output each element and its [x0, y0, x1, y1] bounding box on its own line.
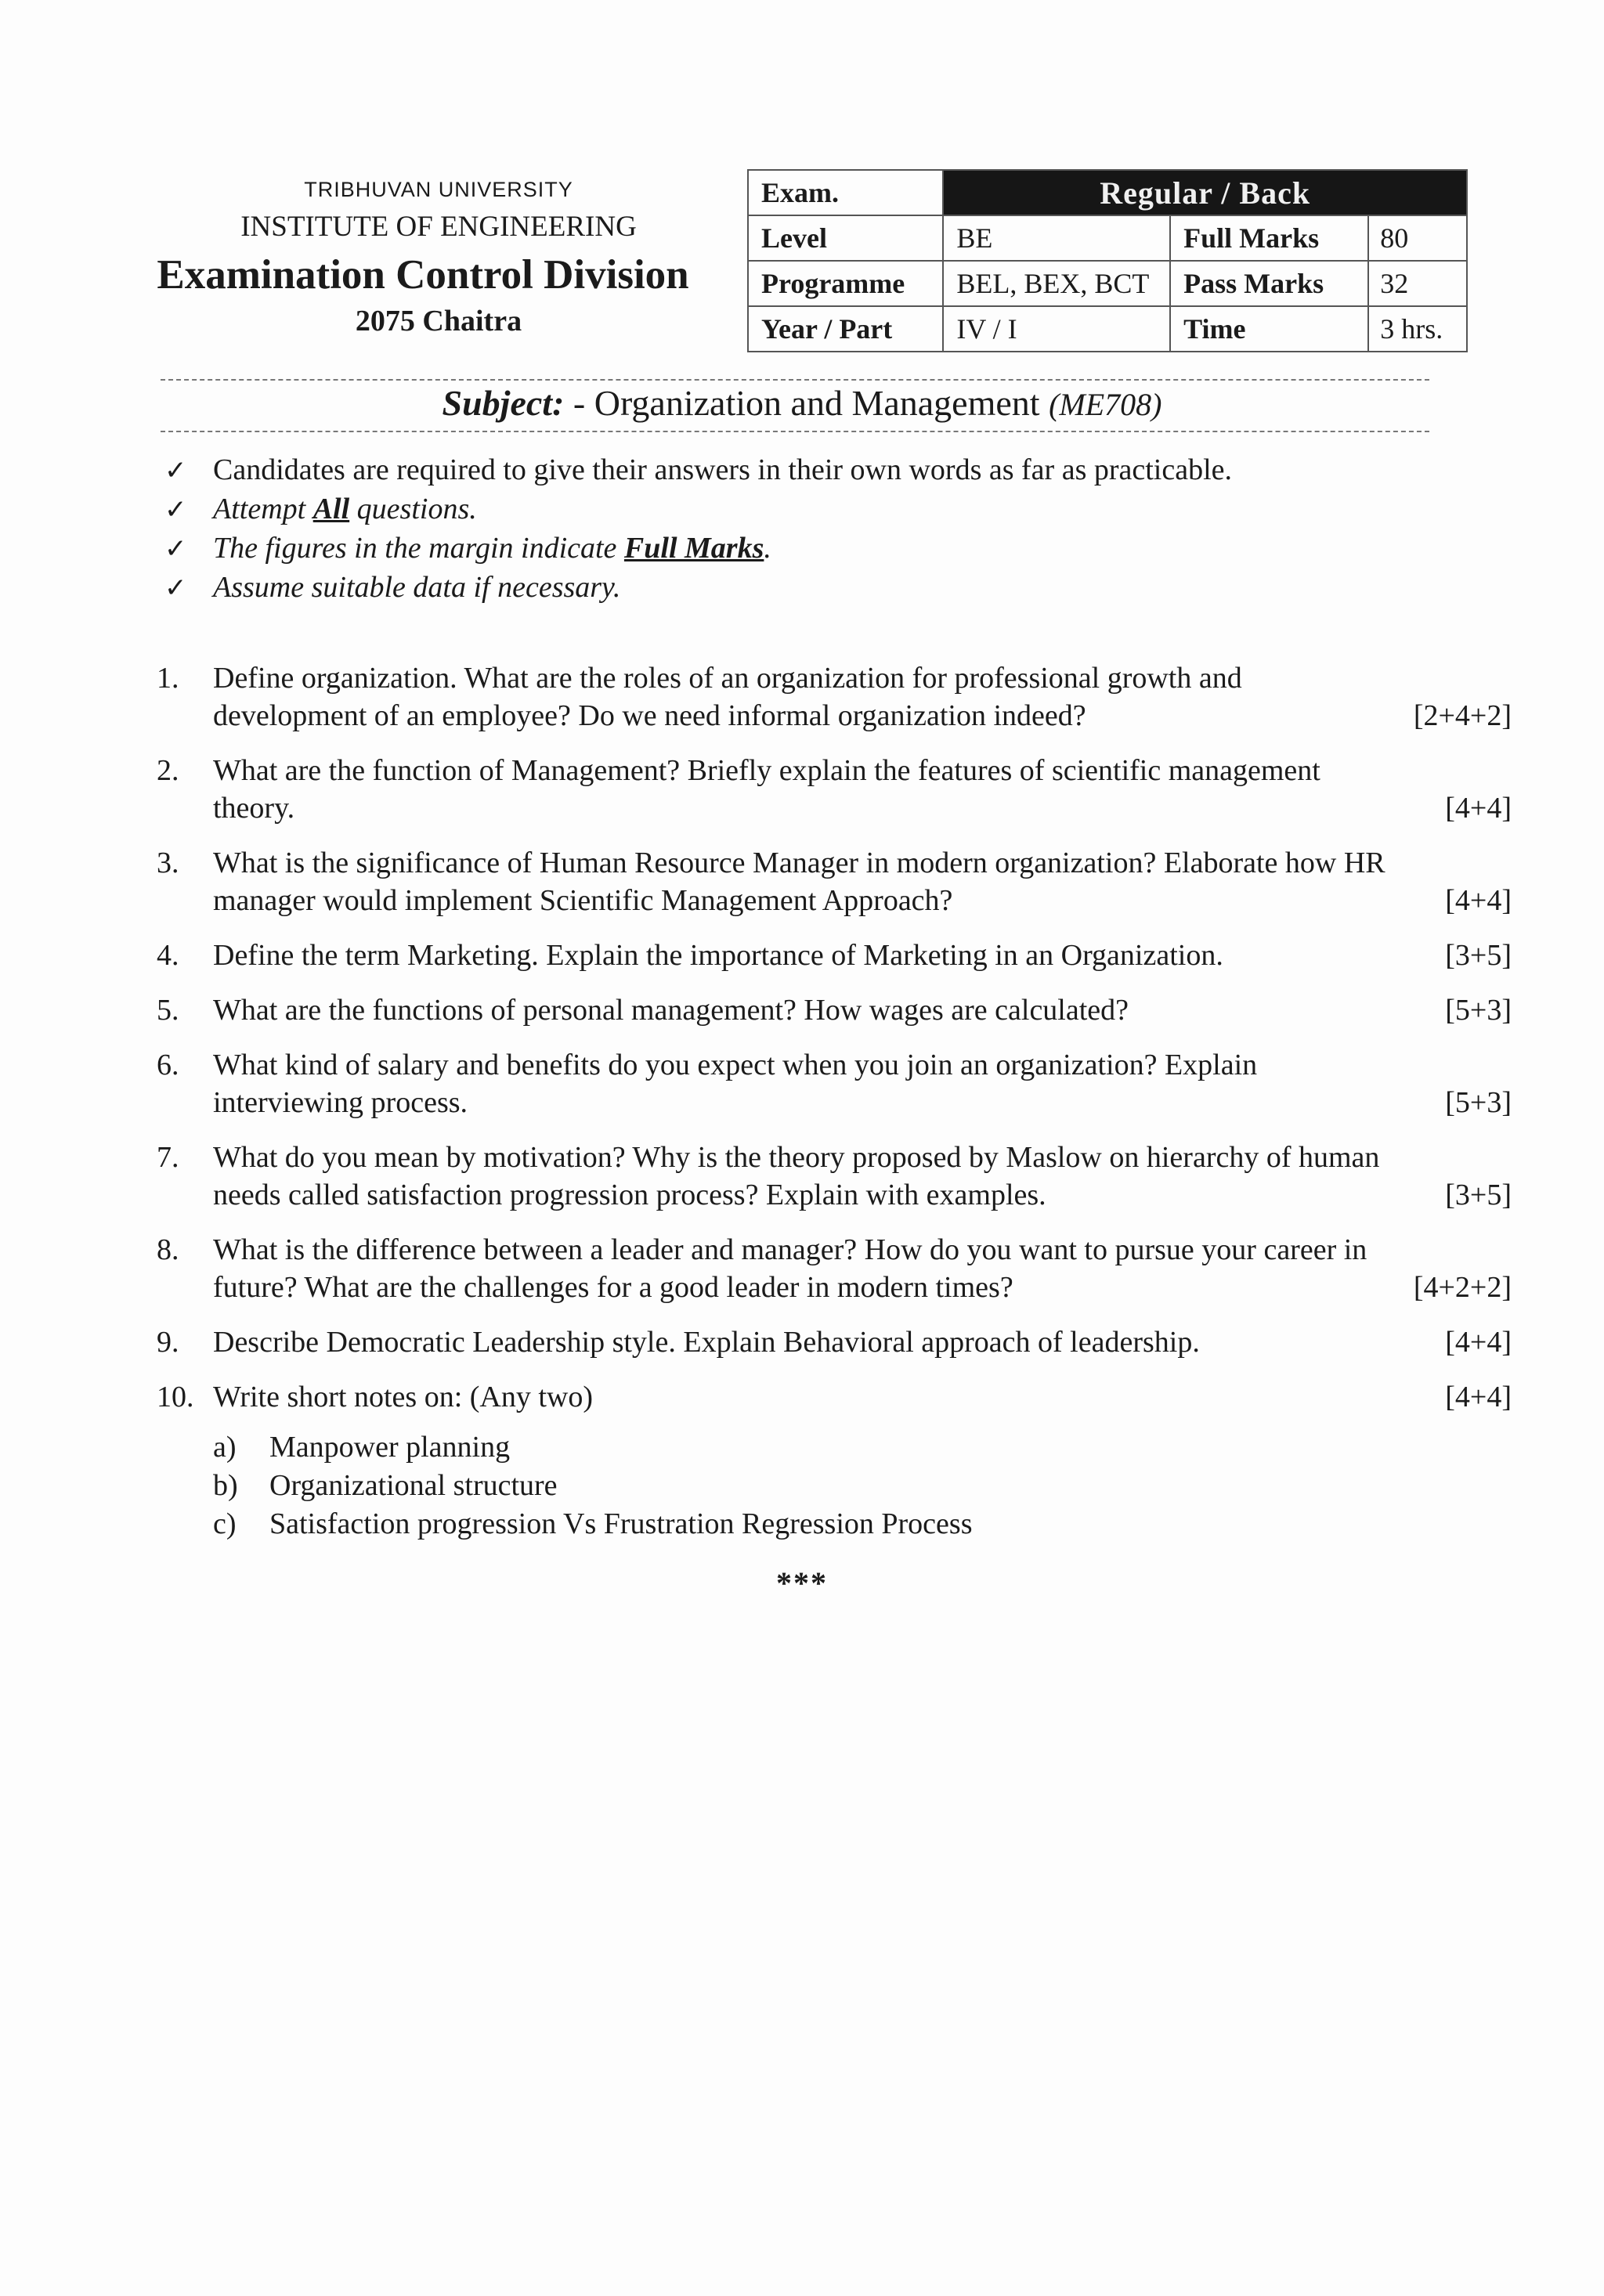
question-item — [157, 1046, 1512, 1121]
question-number: 3. — [157, 847, 179, 879]
check-icon: ✓ — [164, 533, 187, 565]
instruction-text: Attempt — [213, 493, 313, 525]
programme-label: Programme — [748, 261, 943, 306]
exam-label: Exam. — [748, 170, 943, 215]
question-marks: [4+4] — [1445, 884, 1512, 917]
question-item — [157, 937, 1512, 974]
question-item — [157, 1323, 1512, 1361]
list-item — [213, 1505, 1512, 1543]
year-part-value: IV / I — [943, 306, 1170, 352]
question-item — [157, 1139, 1512, 1214]
instruction-item — [164, 529, 1496, 569]
question-number: 2. — [157, 754, 179, 787]
question-marks: [3+5] — [1445, 1179, 1512, 1211]
question-item — [157, 1378, 1512, 1416]
instruction-item — [164, 451, 1496, 490]
short-note-letter: c) — [213, 1507, 237, 1540]
table-row — [748, 261, 1467, 306]
question-number: 6. — [157, 1049, 179, 1081]
question-number: 9. — [157, 1326, 179, 1359]
exam-info-table — [747, 169, 1468, 352]
question-item — [157, 659, 1512, 735]
level-label: Level — [748, 215, 943, 261]
question-marks: [4+2+2] — [1413, 1271, 1512, 1304]
question-text: What do you mean by motivation? Why is the theory proposed by Maslow on hierarchy of human needs called satisfaction progression process? Explain with examples. — [213, 1141, 1380, 1211]
question-list — [157, 659, 1512, 1543]
instruction-emphasis: Full Marks — [623, 532, 764, 565]
question-number: 1. — [157, 662, 179, 695]
subject-label: Subject: — [442, 383, 565, 423]
list-item — [213, 1467, 1512, 1505]
short-note-text: Manpower planning — [269, 1431, 511, 1464]
exam-session: 2075 Chaitra — [355, 305, 522, 338]
time-label: Time — [1170, 306, 1368, 352]
university-name: TRIBHUVAN UNIVERSITY — [304, 178, 573, 201]
question-number: 4. — [157, 939, 179, 972]
question-text: What is the difference between a leader and manager? How do you want to pursue your career in future? What are the challenges for a good leader in modern times? — [213, 1233, 1367, 1304]
question-number: 7. — [157, 1141, 179, 1174]
time-value: 3 hrs. — [1368, 306, 1467, 352]
instruction-text: questions. — [349, 493, 477, 525]
question-marks: [4+4] — [1445, 1381, 1512, 1413]
table-row — [748, 306, 1467, 352]
question-text: Write short notes on: (Any two) — [213, 1381, 594, 1413]
instruction-item — [164, 569, 1496, 608]
short-note-text: Organizational structure — [269, 1469, 558, 1502]
check-icon: ✓ — [164, 494, 187, 525]
programme-value: BEL, BEX, BCT — [943, 261, 1170, 306]
question-marks: [4+4] — [1445, 792, 1512, 825]
question-text: What are the function of Management? Briefly explain the features of scientific management theory. — [213, 754, 1320, 825]
instruction-item — [164, 490, 1496, 529]
check-icon: ✓ — [164, 572, 187, 604]
question-number: 10. — [157, 1381, 194, 1413]
question-marks: [2+4+2] — [1413, 699, 1512, 732]
question-number: 5. — [157, 994, 179, 1027]
instruction-text: The figures in the margin indicate — [213, 532, 624, 565]
question-text: Describe Democratic Leadership style. Explain Behavioral approach of leadership. — [213, 1326, 1200, 1359]
instruction-text: Candidates are required to give their answers in their own words as far as practicable. — [213, 453, 1233, 486]
question-item — [157, 991, 1512, 1029]
question-item — [157, 1231, 1512, 1306]
exam-type-value: Regular / Back — [943, 170, 1467, 215]
pass-marks-label: Pass Marks — [1170, 261, 1368, 306]
end-of-paper-mark: *** — [776, 1565, 828, 1601]
subject-bottom-rule — [161, 431, 1429, 432]
subject-line — [0, 382, 1604, 424]
instructions — [164, 451, 1496, 608]
question-item — [157, 844, 1512, 919]
question-marks: [5+3] — [1445, 1086, 1512, 1119]
full-marks-label: Full Marks — [1170, 215, 1368, 261]
question-marks: [4+4] — [1445, 1326, 1512, 1359]
full-marks-value: 80 — [1368, 215, 1467, 261]
check-icon: ✓ — [164, 455, 187, 486]
subject-code: (ME708) — [1049, 387, 1162, 422]
question-text: Define organization. What are the roles of an organization for professional growth and development of an employee? Do we need informal organization indeed? — [213, 662, 1242, 732]
short-note-text: Satisfaction progression Vs Frustration Regression Process — [269, 1507, 973, 1540]
question-marks: [3+5] — [1445, 939, 1512, 972]
table-row — [748, 170, 1467, 215]
subject-name: - Organization and Management — [564, 383, 1049, 423]
short-note-letter: a) — [213, 1431, 237, 1464]
instruction-text: Assume suitable data if necessary. — [213, 571, 621, 604]
question-text: What is the significance of Human Resource Manager in modern organization? Elaborate how HR manager would implement Scientific Management Approach? — [213, 847, 1385, 917]
question-number: 8. — [157, 1233, 179, 1266]
level-value: BE — [943, 215, 1170, 261]
question-text: Define the term Marketing. Explain the importance of Marketing in an Organization. — [213, 939, 1223, 972]
header-block — [141, 174, 736, 341]
table-row — [748, 215, 1467, 261]
pass-marks-value: 32 — [1368, 261, 1467, 306]
division-name: Examination Control Division — [157, 252, 689, 298]
list-item — [213, 1428, 1512, 1467]
question-text: What are the functions of personal management? How wages are calculated? — [213, 994, 1129, 1027]
question-text: What kind of salary and benefits do you expect when you join an organization? Explain interviewing process. — [213, 1049, 1258, 1119]
year-part-label: Year / Part — [748, 306, 943, 352]
instruction-emphasis: All — [312, 493, 350, 525]
institute-name: INSTITUTE OF ENGINEERING — [240, 211, 637, 243]
question-marks: [5+3] — [1445, 994, 1512, 1027]
instruction-text: . — [764, 532, 771, 565]
subject-top-rule — [161, 379, 1429, 381]
short-note-letter: b) — [213, 1469, 238, 1502]
short-notes-list — [213, 1428, 1512, 1543]
question-item — [157, 752, 1512, 827]
